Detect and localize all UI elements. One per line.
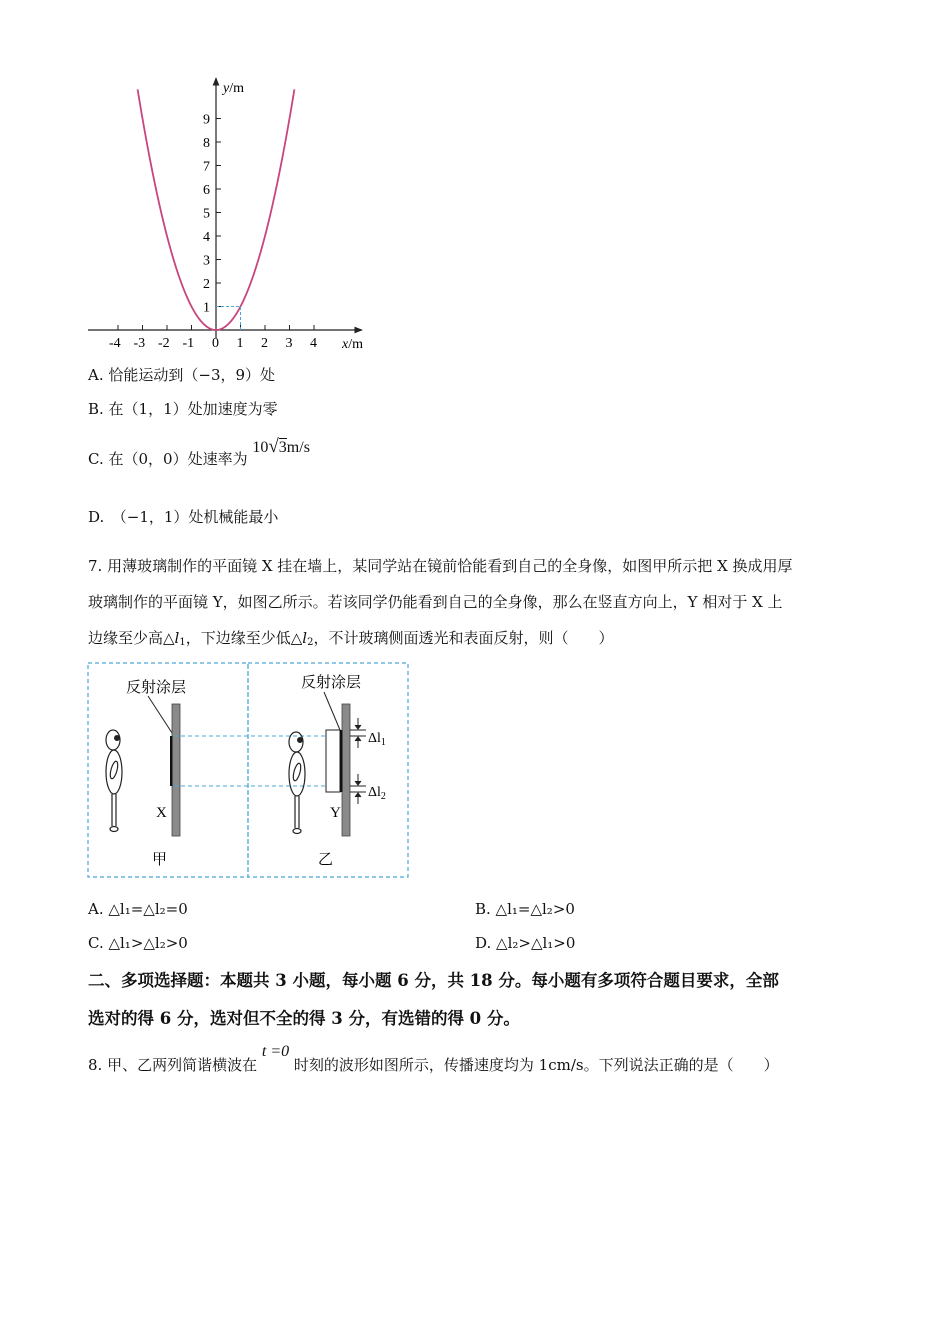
parabola-graph xyxy=(80,70,380,355)
delta-l1-label: $\Delta l_1$ xyxy=(368,731,386,748)
delta-l2-label: $\Delta l_2$ xyxy=(368,785,386,802)
mirror-figure xyxy=(86,660,412,880)
y-tick-label: 1 xyxy=(203,300,210,316)
right-coating-label: 反射涂层 xyxy=(301,675,362,691)
q7-option-a: A. △l₁=△l₂=0 xyxy=(88,900,188,918)
q6-option-c: C. 在（0，0）处速率为 10√3m/s xyxy=(88,436,310,468)
x-tick-label: 4 xyxy=(310,336,317,351)
mirror-x-label: X xyxy=(156,805,167,821)
section2-heading: 二、多项选择题：本题共 3 小题，每小题 6 分，共 18 分。每小题有多项符合题目要求，全部 选对的得 6 分，选对但不全的得 3 分，有选错的得 0 分。 xyxy=(88,971,779,1028)
y-tick-label: 6 xyxy=(203,183,210,198)
speed-formula: 10√3m/s xyxy=(252,436,310,457)
mirror-x-coating xyxy=(170,736,173,786)
mirror-y-coating xyxy=(340,730,343,792)
q8-stem: 8. 甲、乙两列简谐横波在 t =0 时刻的波形如图所示，传播速度均为 1cm/s。下列说法正确的是（ ） xyxy=(88,1043,779,1074)
y-tick-label: 4 xyxy=(203,230,210,245)
wall-left xyxy=(172,704,180,836)
y-tick-label: 3 xyxy=(203,253,210,269)
x-tick-label: 2 xyxy=(261,336,268,351)
x-tick-label: -3 xyxy=(133,336,146,351)
delta-l1-marker xyxy=(350,718,366,748)
mirror-y-label: Y xyxy=(330,805,341,821)
q6-option-a: A. 恰能运动到（−3，9）处 xyxy=(88,366,276,384)
person-right xyxy=(289,732,305,834)
y-tick-label: 9 xyxy=(203,112,210,128)
time-formula: t =0 xyxy=(261,1043,290,1060)
y-tick-label: 5 xyxy=(203,206,210,222)
x-tick-label: -1 xyxy=(182,336,195,351)
q7-option-b: B. △l₁=△l₂>0 xyxy=(475,900,575,918)
panel-yi-label: 乙 xyxy=(318,852,334,868)
person-left xyxy=(106,730,122,832)
x-tick-label: 1 xyxy=(236,336,244,351)
y-tick-label: 7 xyxy=(203,159,210,175)
marked-point-guides xyxy=(216,307,241,331)
x-tick-label: -2 xyxy=(158,336,170,351)
x-tick-label: 0 xyxy=(212,336,219,351)
q6-option-d: D. （−1，1）处机械能最小 xyxy=(88,508,279,526)
x-axis-label: x/m xyxy=(342,337,363,352)
panel-jia-label: 甲 xyxy=(152,852,168,868)
y-axis-label: y/m xyxy=(223,81,244,96)
x-tick-label: 3 xyxy=(285,336,293,351)
y-tick-label: 2 xyxy=(203,277,210,292)
q7-stem: 7. 用薄玻璃制作的平面镜 X 挂在墙上，某同学站在镜前恰能看到自己的全身像，如图甲所示把 X 换成用厚 玻璃制作的平面镜 Y，如图乙所示。若该同学仍能看到自己的全身像，那么在竖直方向上，Y 相对于 X 上 边缘至少高$\triangle l_1$，下边缘至少低$\triangle l_2$，不计玻璃侧面透光和表面反射，则（ ） xyxy=(88,557,793,648)
mirror-y-glass xyxy=(326,730,340,792)
q7-option-c: C. △l₁>△l₂>0 xyxy=(88,934,188,952)
wall-right xyxy=(342,704,350,836)
left-coating-label: 反射涂层 xyxy=(126,680,187,696)
q6-option-b: B. 在（1，1）处加速度为零 xyxy=(88,400,278,418)
y-ticks xyxy=(203,113,221,316)
x-tick-label: -4 xyxy=(109,336,121,351)
q7-option-d: D. △l₂>△l₁>0 xyxy=(475,934,576,952)
delta-l2-marker xyxy=(350,774,366,804)
y-tick-label: 8 xyxy=(203,136,210,151)
